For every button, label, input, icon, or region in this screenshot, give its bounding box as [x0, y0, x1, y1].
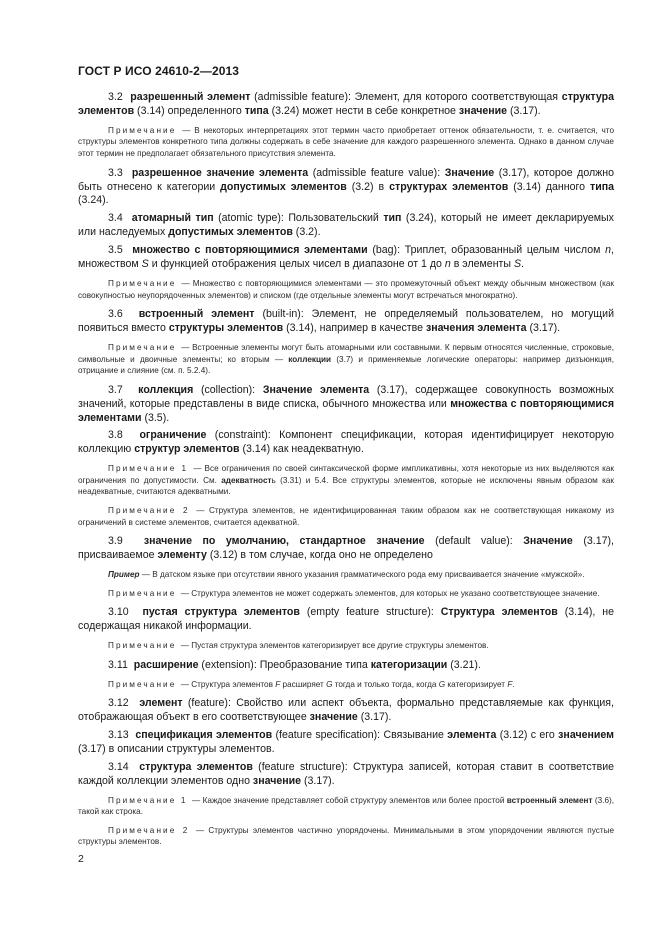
example-text: — В датском языке при отсутствии явного указания грамматического рода ему присваивается значение «мужской». [141, 570, 585, 580]
term-definition: 3.12 элемент (feature): Свойство или аспект объекта, формально представляемые как функция, отображающая объект в его соответствующее значение (3.17). [78, 697, 614, 724]
example-label: Пример [108, 570, 140, 580]
note-text: — Встроенные элементы могут быть атомарными или составными. К первым относятся численные, строковые, символьные и двоичные элементы; ко вторым — коллекции (3.7) и применяемые логические операторы: например дизъюнкция, отрицание и слияние (см. п. 5.2.4). [78, 342, 614, 376]
term-definition: 3.11 расширение (extension): Преобразование типа категоризации (3.21). [108, 658, 481, 671]
term-definition: 3.13 спецификация элементов (feature specification): Связывание элемента (3.12) с его значением (3.17) в описании структуры элементов. [78, 728, 614, 755]
term-definition: 3.7 коллекция (collection): Значение элемента (3.17), содержащее совокупность возможных значений, которые представлены в виде списка, обычного множества или множества с повторяющимися элементами (3.5). [78, 383, 614, 424]
term-definition: 3.4 атомарный тип (atomic type): Пользовательский тип (3.24), который не имеет декларируемых или наследуемых допустимых элементов (3.2). [78, 212, 614, 239]
note-text: — Структура элементов, не идентифицированная таким образом как не соответствующая никакому из ограничений в системе элементов, считается адекватной. [78, 506, 614, 527]
note [78, 825, 614, 848]
note-label: Примечание [108, 125, 183, 135]
note [78, 679, 614, 691]
note-label: Примечание 1 [108, 464, 194, 474]
note [78, 463, 614, 498]
note-label: Примечание [108, 278, 182, 288]
note-label: Примечание 2 [108, 825, 196, 835]
page-number: 2 [78, 853, 84, 865]
note-label: Примечание 2 [108, 506, 197, 516]
term-definition: 3.6 встроенный элемент (built-in): Элемент, не определяемый пользователем, но могущий появиться вместо структуры элементов (3.14), например в качестве значения элемента (3.17). [78, 308, 614, 335]
note-text: — В некоторых интерпретациях этот термин часто приобретает оттенок обязательности, т. е. считается, что структуры элементов конкретного типа должны содержать в себе значение для каждого разрешенного элемента. Однако в данном случае этот термин не предполагает обязательного присутствия элемента. [78, 125, 614, 158]
note-text: — Пустая структура элементов категоризирует все другие структуры элементов. [180, 641, 489, 651]
note-text: — Структуры элементов частично упорядочены. Минимальными в этом упорядочении являются пустые структуры элементов. [78, 825, 615, 847]
note [78, 640, 614, 652]
note-label: Примечание [108, 342, 182, 352]
document-body [78, 91, 614, 855]
term-definition: 3.3 разрешенное значение элемента (admissible feature value): Значение (3.17), которое должно быть отнесено к категории допустимых элементов (3.2) в структурах элементов (3.14) данного типа (3.24). [78, 166, 614, 207]
note-text: — Структура элементов F расширяет G тогда и только тогда, когда G категоризирует F. [180, 679, 515, 689]
note [78, 342, 614, 377]
note [78, 505, 614, 528]
note-label: Примечание [108, 641, 181, 651]
note-label: Примечание [108, 588, 181, 598]
note [78, 278, 614, 301]
term-definition: 3.5 множество с повторяющимися элементами (bag): Триплет, образованный целым числом n, множеством S и функцией отображения целых чисел в диапазоне от 1 до n в элементы S. [78, 244, 614, 271]
note [78, 125, 614, 160]
note-label: Примечание [108, 679, 181, 689]
note [78, 588, 614, 600]
note-label: Примечание 1 [108, 795, 193, 805]
example [78, 569, 614, 581]
term-definition: 3.10 пустая структура элементов (empty feature structure): Структура элементов (3.14), не содержащая никакой информации. [78, 606, 615, 633]
note-text: — Все ограничения по своей синтаксической форме импликативны, хотя некоторые из них выделяются как ограничения по допустимости. См. адекватность (3.31) и 5.4. Все структуры элементов, которые не исключены явным образом как неадекватные, считаются адекватными. [78, 464, 614, 497]
note [78, 795, 614, 818]
note-text: — Каждое значение представляет собой структуру элементов или более простой встроенный элемент (3.6), такой как строка. [78, 795, 614, 817]
term-definition: 3.2 разрешенный элемент (admissible feature): Элемент, для которого соответствующая структура элементов (3.14) определенного типа (3.24) может нести в себе конкретное значение (3.17). [78, 91, 614, 117]
term-definition: 3.9 значение по умолчанию, стандартное значение (default value): Значение (3.17), присваиваемое элементу (3.12) в том случае, когда оно не определено [78, 535, 614, 562]
note-text: — Структура элементов не может содержать элементов, для которых не указано соответствующее значение. [180, 588, 600, 598]
term-definition: 3.8 ограничение (constraint): Компонент спецификации, которая идентифицирует некоторую коллекцию структур элементов (3.14) как неадекватную. [78, 429, 614, 456]
page-header: ГОСТ Р ИСО 24610-2—2013 [78, 64, 240, 78]
note-text: — Множество с повторяющимися элементами — это промежуточный объект между обычным множеством (как совокупностью неупорядоченных элементов) и списком (где отдельные элементы могут встречаться многократно). [78, 278, 615, 300]
term-definition: 3.14 структура элементов (feature structure): Структура записей, которая ставит в соответствие каждой коллекции элементов одно значение (3.17). [78, 760, 615, 787]
